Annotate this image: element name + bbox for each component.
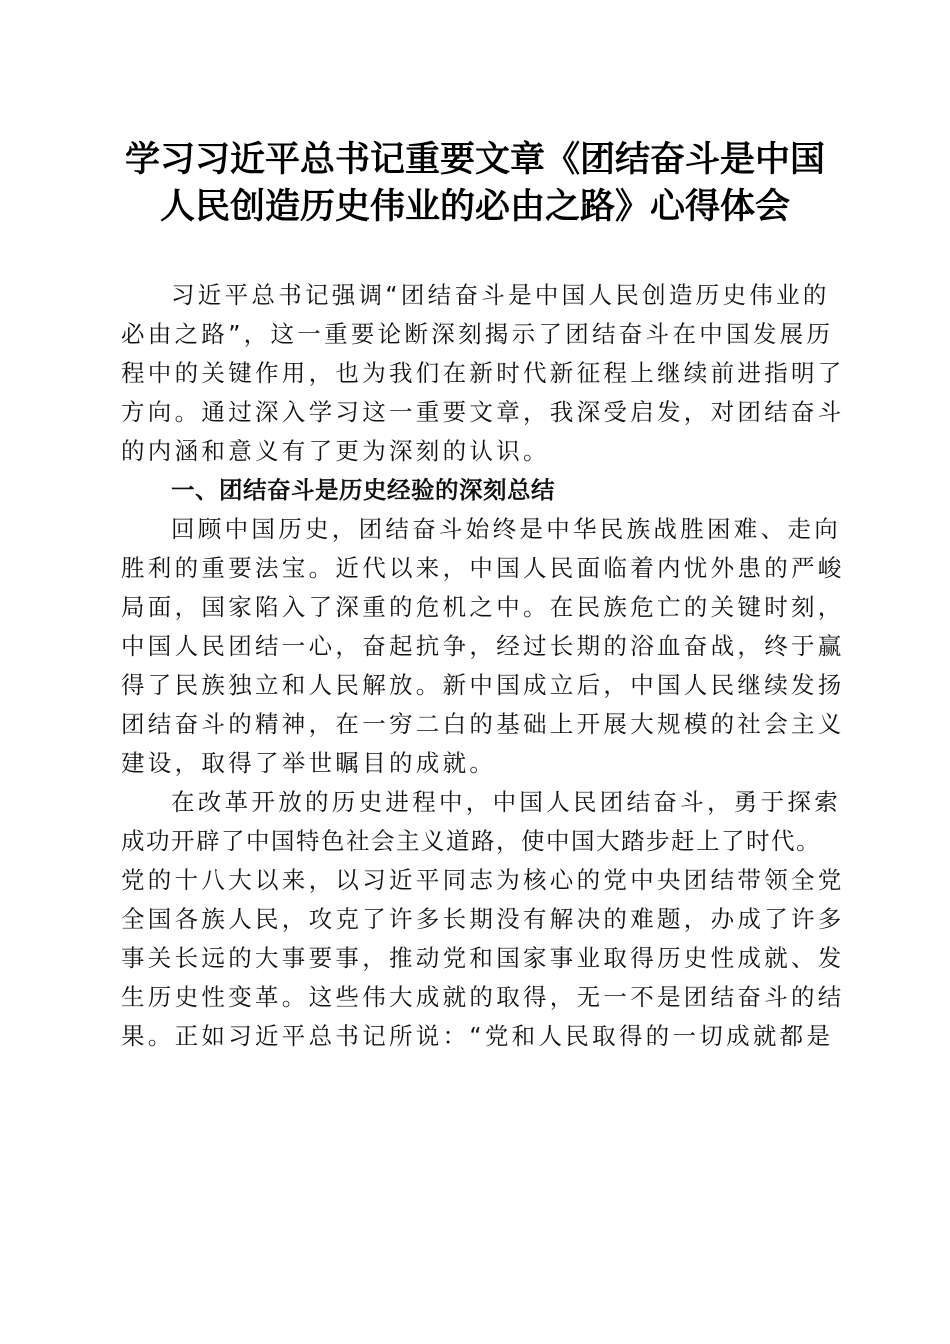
paragraph-line: 程中的关键作用，也为我们在新时代新征程上继续前进指明了 (121, 359, 845, 387)
paragraph-line: 建设，取得了举世瞩目的成就。 (121, 749, 497, 777)
paragraph-line: 的内涵和意义有了更为深刻的认识。 (121, 437, 550, 465)
paragraph-line: 必由之路”，这一重要论断深刻揭示了团结奋斗在中国发展历 (121, 320, 834, 348)
paragraph-intro (121, 276, 845, 471)
paragraph-line: 果。正如习近平总书记所说：“党和人民取得的一切成就都是 (121, 1022, 834, 1050)
document-title (100, 136, 850, 230)
paragraph-line: 在改革开放的历史进程中，中国人民团结奋斗，勇于探索 (171, 788, 841, 816)
paragraph-line: 成功开辟了中国特色社会主义道路，使中国大踏步赶上了时代。 (121, 827, 821, 855)
paragraph-history (121, 510, 845, 783)
paragraph-line: 团结奋斗的精神，在一穷二白的基础上开展大规模的社会主义 (121, 710, 845, 738)
paragraph-line: 局面，国家陷入了深重的危机之中。在民族危亡的关键时刻， (121, 593, 845, 621)
paragraph-line: 得了民族独立和人民解放。新中国成立后，中国人民继续发扬 (121, 671, 845, 699)
paragraph-line: 方向。通过深入学习这一重要文章，我深受启发，对团结奋斗 (121, 398, 845, 426)
paragraph-line: 党的十八大以来，以习近平同志为核心的党中央团结带领全党 (121, 866, 845, 894)
section-heading-1: 一、团结奋斗是历史经验的深刻总结 (171, 476, 555, 504)
document-body (121, 276, 845, 1056)
paragraph-line: 中国人民团结一心，奋起抗争，经过长期的浴血奋战，终于赢 (121, 632, 845, 660)
paragraph-line: 习近平总书记强调“团结奋斗是中国人民创造历史伟业的 (171, 281, 830, 309)
paragraph-line: 回顾中国历史，团结奋斗始终是中华民族战胜困难、走向 (171, 515, 841, 543)
paragraph-line: 事关长远的大事要事，推动党和国家事业取得历史性成就、发 (121, 944, 845, 972)
title-line-2: 人民创造历史伟业的必由之路》心得体会 (159, 186, 790, 227)
paragraph-line: 胜利的重要法宝。近代以来，中国人民面临着内忧外患的严峻 (121, 554, 845, 582)
paragraph-line: 全国各族人民，攻克了许多长期没有解决的难题，办成了许多 (121, 905, 845, 933)
paragraph-reform (121, 783, 845, 1056)
title-line-1: 学习习近平总书记重要文章《团结奋斗是中国 (124, 139, 825, 180)
paragraph-line: 生历史性变革。这些伟大成就的取得，无一不是团结奋斗的结 (121, 983, 845, 1011)
